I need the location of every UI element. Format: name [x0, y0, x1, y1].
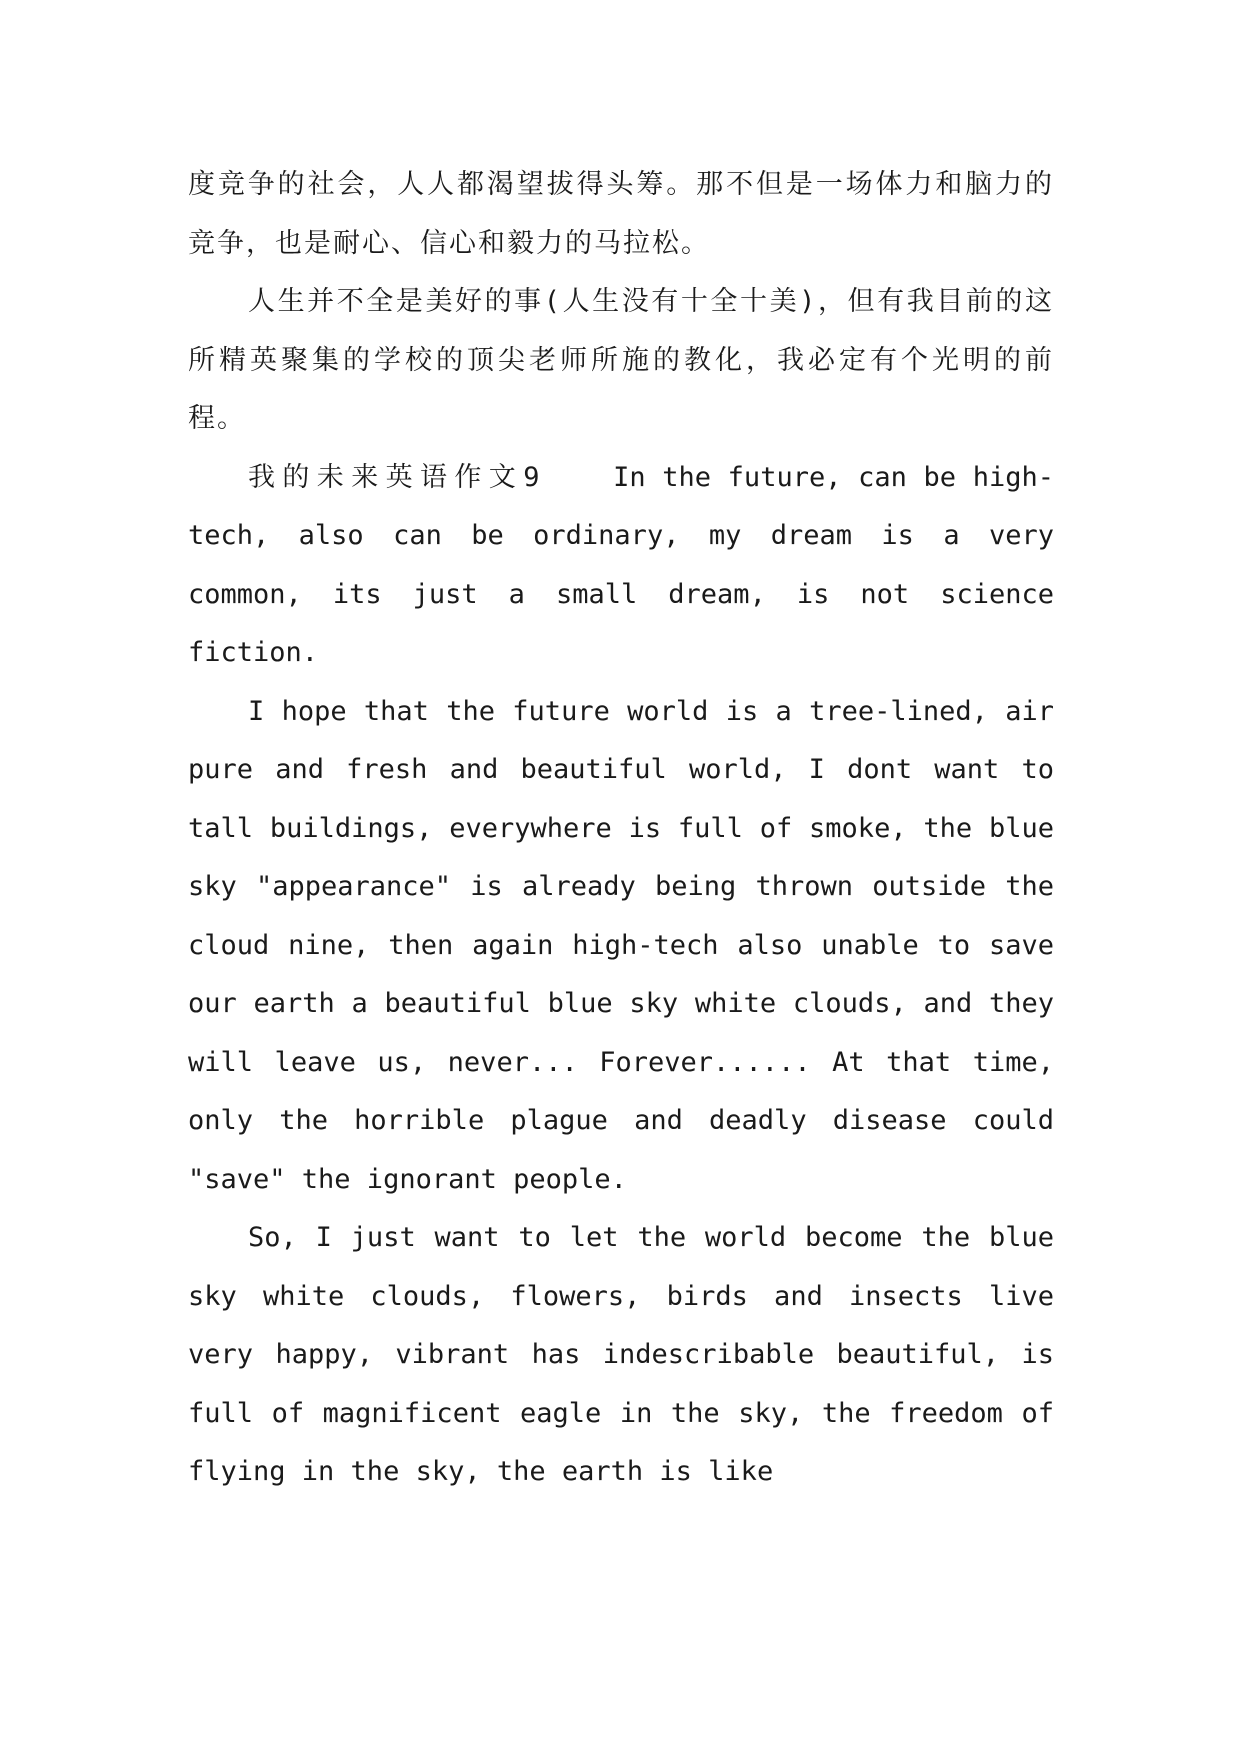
- paragraph-4: I hope that the future world is a tree-lined, air pure and fresh and beautiful world, I dont want to tall buildings, everywhere is full of smoke, the blue sky "appearance" is already being thrown outside the cloud nine, then again high-tech also unable to save our earth a beautiful blue sky white clouds, and they will leave us, never... Forever...... At that time, only the horrible plague and deadly disease could "save" the ignorant people.: [188, 695, 1054, 1195]
- essay-heading: 我的未来英语作文9: [248, 461, 547, 493]
- paragraph-2: 人生并不全是美好的事(人生没有十全十美)，但有我目前的这所精英聚集的学校的顶尖老师所施的教化，我必定有个光明的前程。: [188, 286, 1054, 434]
- paragraph-5: So, I just want to let the world become the blue sky white clouds, flowers, birds and insects live very happy, vibrant has indescribable beautiful, is full of magnificent eagle in the sky, the freedom of flying in the sky, the earth is like: [188, 1222, 1054, 1487]
- paragraph-1: 度竞争的社会，人人都渴望拔得头筹。那不但是一场体力和脑力的竞争，也是耐心、信心和毅力的马拉松。: [188, 169, 1054, 259]
- paragraph-3: [188, 449, 1054, 683]
- document-page: [188, 156, 1054, 1502]
- paragraph-3-text: In the future, can be high-tech, also can be ordinary, my dream is a very common, its just a small dream, is not science fiction.: [188, 461, 1054, 668]
